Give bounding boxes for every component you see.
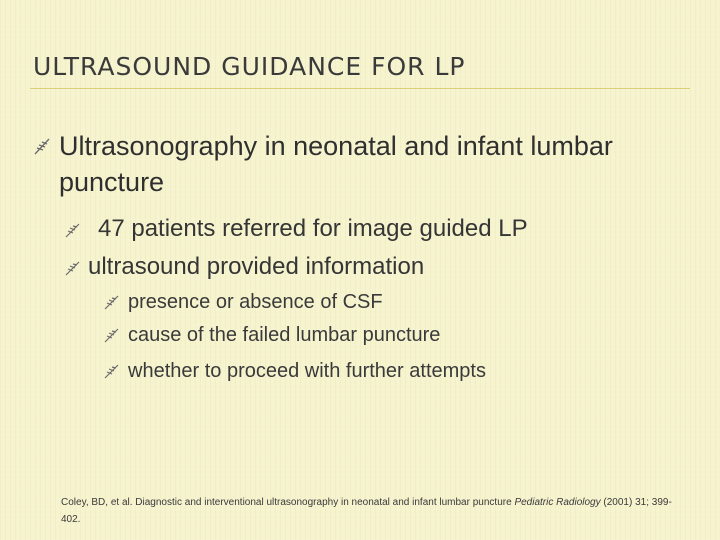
bullet-level1-text: Ultrasonography in neonatal and infant lumbar puncture: [59, 131, 613, 197]
citation: [61, 494, 681, 528]
slide-title: ULTRASOUND GUIDANCE FOR LP: [33, 52, 466, 81]
feather-bullet-icon: [33, 136, 59, 156]
feather-bullet-icon: [64, 259, 88, 277]
bullet-level2: [64, 214, 528, 244]
bullet-level2-text: ultrasound provided information: [88, 253, 425, 280]
bullet-level3: [103, 321, 440, 349]
citation-details: (2001) 31; 399-402.: [61, 497, 672, 525]
bullet-level3-text: whether to proceed with further attempts: [128, 360, 486, 382]
bullet-level3-text: presence or absence of CSF: [128, 291, 383, 313]
bullet-level1: [33, 128, 659, 200]
bullet-level3-text: cause of the failed lumbar puncture: [128, 324, 441, 346]
bullet-level2: [64, 252, 424, 282]
citation-journal: Pediatric Radiology: [514, 497, 601, 508]
feather-bullet-icon: [103, 362, 128, 380]
feather-bullet-icon: [103, 293, 128, 311]
bullet-level2-text: 47 patients referred for image guided LP: [98, 215, 528, 242]
citation-text: Coley, BD, et al. Diagnostic and interventional ultrasonography in neonatal and infant lumbar puncture: [61, 497, 512, 508]
bullet-level3: [103, 288, 383, 316]
bullet-level3: [103, 357, 486, 385]
feather-bullet-icon: [64, 221, 88, 239]
feather-bullet-icon: [103, 326, 128, 344]
title-divider: [30, 88, 690, 89]
